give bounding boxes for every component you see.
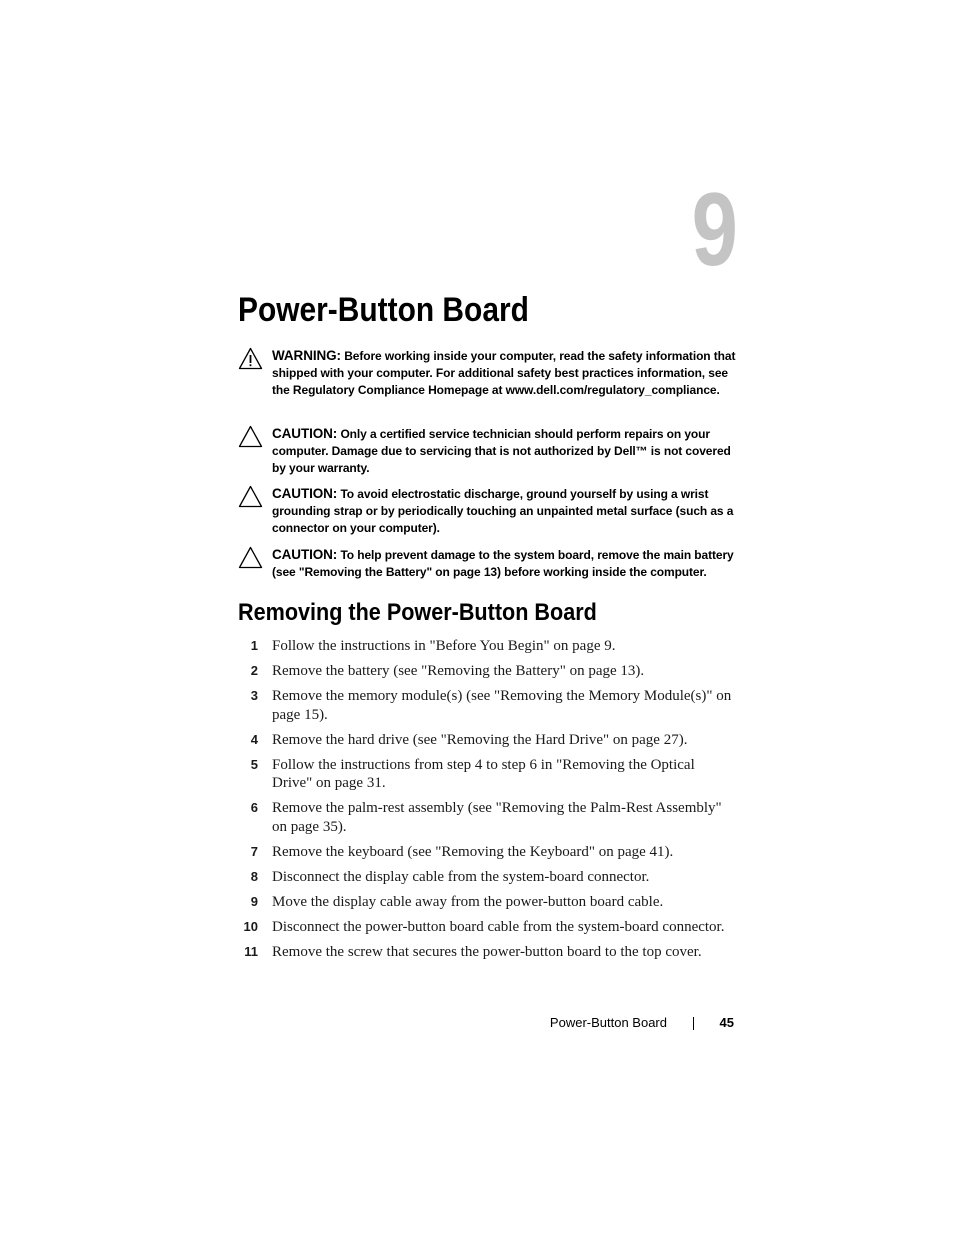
footer-title: Power-Button Board — [549, 1015, 667, 1030]
caution-label: CAUTION: — [272, 547, 338, 562]
warning-icon — [238, 347, 263, 370]
caution-icon — [238, 485, 263, 508]
step-item — [238, 756, 738, 793]
step-text: Remove the memory module(s) (see "Removing the Memory Module(s)" on page 15). — [272, 688, 732, 723]
step-number: 11 — [244, 943, 258, 959]
warning-notice — [238, 347, 738, 399]
step-item — [238, 799, 738, 836]
caution-notice — [238, 546, 738, 581]
footer-separator — [693, 1017, 694, 1030]
step-item — [238, 918, 738, 937]
step-item — [238, 637, 738, 656]
page-number: 45 — [719, 1015, 734, 1030]
step-item — [238, 687, 738, 724]
chapter-number: 9 — [691, 172, 738, 288]
step-number: 3 — [250, 688, 258, 703]
step-text: Remove the battery (see "Removing the Battery" on page 13). — [272, 663, 645, 679]
caution-icon — [238, 546, 263, 569]
caution-text: To help prevent damage to the system board, remove the main battery (see "Removing the Battery" on page 13) before working inside the computer. — [272, 548, 734, 579]
step-text: Follow the instructions in "Before You Begin" on page 9. — [272, 638, 616, 654]
chapter-title: Power-Button Board — [238, 291, 529, 329]
page-footer — [520, 1015, 734, 1035]
caution-text: To avoid electrostatic discharge, ground yourself by using a wrist grounding strap or by periodically touching an unpainted metal surface (such as a connector on your computer). — [272, 487, 734, 535]
caution-notice — [238, 485, 738, 537]
step-item — [238, 731, 738, 750]
step-text: Disconnect the display cable from the system-board connector. — [272, 868, 650, 885]
step-number: 8 — [250, 868, 258, 884]
step-number: 1 — [250, 638, 258, 653]
section-title: Removing the Power-Button Board — [238, 599, 597, 626]
step-text: Follow the instructions from step 4 to step 6 in "Removing the Optical Drive" on page 31. — [272, 756, 695, 791]
caution-icon — [238, 425, 263, 448]
step-number: 7 — [250, 843, 258, 859]
caution-notice — [238, 425, 738, 477]
step-text: Move the display cable away from the power-button board cable. — [272, 893, 664, 910]
step-text: Disconnect the power-button board cable from the system-board connector. — [272, 918, 725, 935]
procedure-steps — [238, 637, 738, 968]
step-item — [238, 662, 738, 681]
step-item — [238, 893, 738, 912]
step-item — [238, 943, 738, 962]
step-item — [238, 843, 738, 862]
warning-label: WARNING: — [272, 348, 341, 363]
step-text: Remove the screw that secures the power-button board to the top cover. — [272, 943, 702, 960]
caution-text: Only a certified service technician should perform repairs on your computer. Damage due to servicing that is not authorized by Dell™ is not covered by your warranty. — [272, 427, 731, 475]
step-number: 6 — [250, 800, 258, 815]
step-text: Remove the palm-rest assembly (see "Removing the Palm-Rest Assembly" on page 35). — [272, 800, 722, 835]
caution-label: CAUTION: — [272, 486, 338, 501]
step-number: 10 — [243, 918, 258, 934]
step-number: 9 — [250, 893, 258, 909]
step-number: 4 — [250, 731, 258, 747]
caution-label: CAUTION: — [272, 426, 338, 441]
step-number: 5 — [250, 756, 258, 772]
step-item — [238, 868, 738, 887]
step-text: Remove the keyboard (see "Removing the Keyboard" on page 41). — [272, 843, 674, 860]
step-number: 2 — [250, 663, 258, 678]
step-text: Remove the hard drive (see "Removing the Hard Drive" on page 27). — [272, 731, 688, 748]
warning-text: Before working inside your computer, read the safety information that shipped with your computer. For additional safety best practices information, see the Regulatory Compliance Homepage at www.dell.com/regulatory_compliance. — [272, 349, 736, 397]
